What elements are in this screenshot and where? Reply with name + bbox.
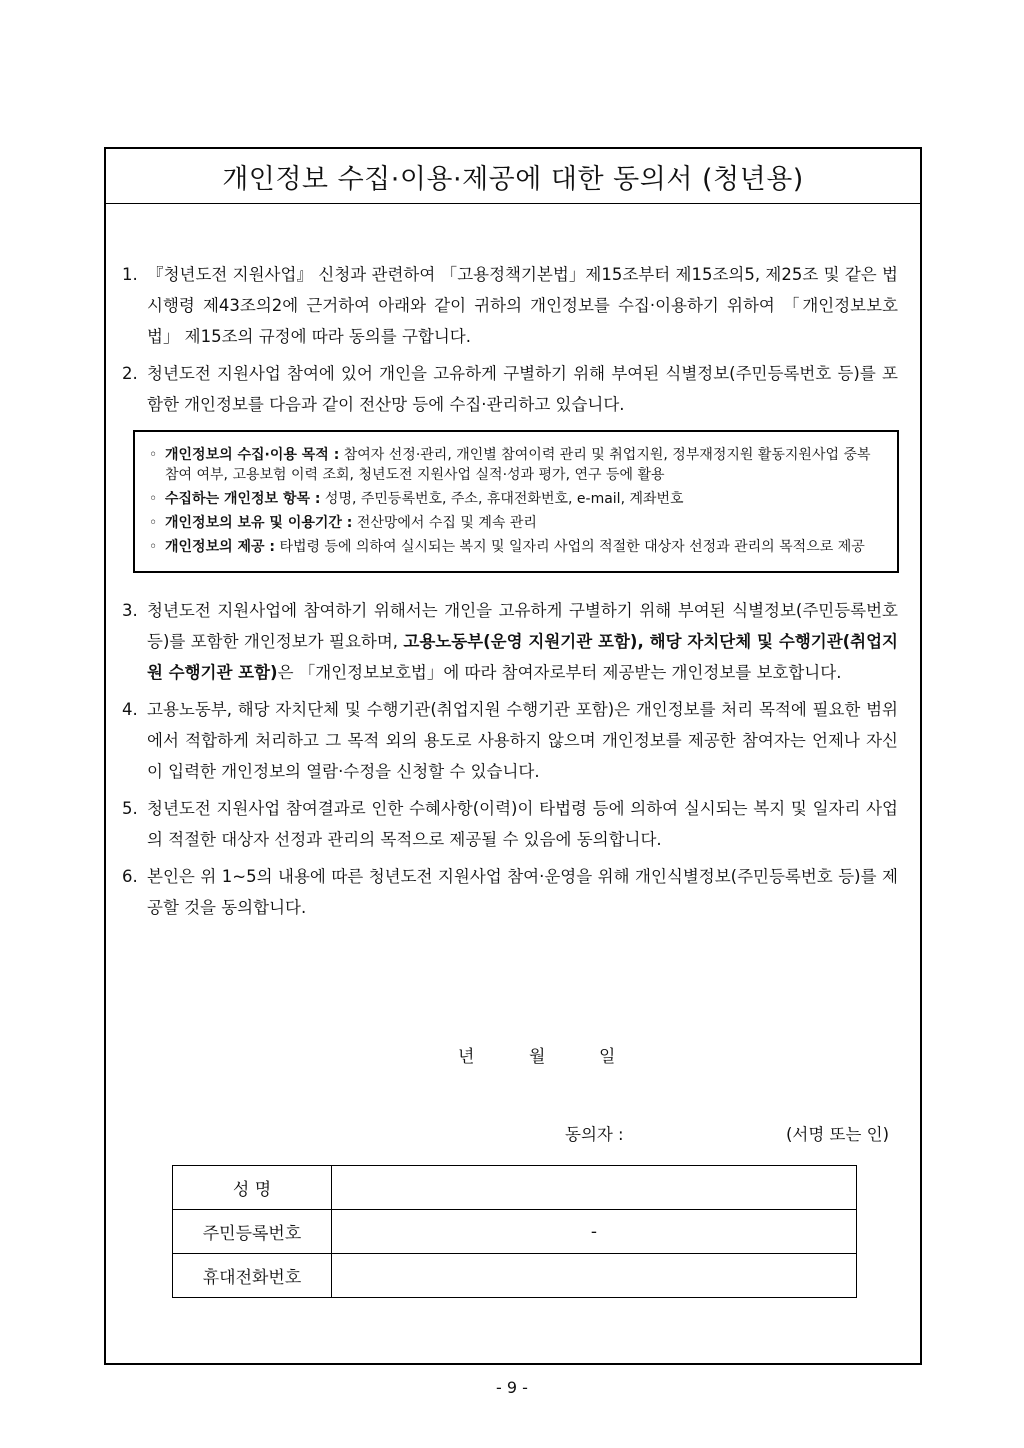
table-row [173, 1210, 857, 1254]
consenter-label: 동의자 : [565, 1125, 624, 1144]
page-number: - 9 - [496, 1378, 528, 1397]
paragraph-bold-text: 고용노동부(운영 지원기관 포함), 해당 자치단체 및 수행기관(취업지원 수행기관 포함) [147, 632, 898, 682]
paragraph-number: 6. [122, 867, 138, 886]
info-label: 개인정보의 보유 및 이용기간 : [165, 515, 353, 531]
name-field[interactable] [332, 1166, 857, 1210]
date-line [106, 1042, 920, 1066]
paragraph-text: 본인은 위 1~5의 내용에 따른 청년도전 지원사업 참여·운영을 위해 개인식별정보(주민등록번호 등)를 제공할 것을 동의합니다. [147, 867, 898, 917]
date-year-label: 년 [458, 1047, 475, 1067]
table-row [173, 1166, 857, 1210]
paragraph-text: 『청년도전 지원사업』 신청과 관련하여 「고용정책기본법」제15조부터 제15조의5, 제25조 및 같은 법 시행령 제43조의2에 근거하여 아래와 같이 귀하의 개인정보를 수집·이용하기 위하여 「개인정보보호법」 제15조의 규정에 따라 동의를 구합니다. [147, 265, 898, 346]
paragraph-3 [122, 595, 898, 688]
paragraph-5 [122, 793, 898, 855]
paragraph-text: 청년도전 지원사업 참여결과로 인한 수혜사항(이력)이 타법령 등에 의하여 실시되는 복지 및 일자리 사업의 적절한 대상자 선정과 관리의 목적으로 제공될 수 있음에 동의합니다. [147, 799, 898, 849]
info-item-purpose [149, 445, 883, 485]
info-text: 타법령 등에 의하여 실시되는 복지 및 일자리 사업의 적절한 대상자 선정과 관리의 목적으로 제공 [275, 539, 865, 555]
bullet-icon: ◦ [149, 539, 158, 555]
info-text: 참여자 선정·관리, 개인별 참여이력 관리 및 취업지원, 정부재정지원 활동지원사업 중복참여 여부, 고용보험 이력 조회, 청년도전 지원사업 실적·성과 평가, 연구 등에 활용 [165, 447, 871, 483]
info-item-provision [149, 537, 883, 557]
info-item-retention [149, 513, 883, 533]
info-text: 전산망에서 수집 및 계속 관리 [352, 515, 537, 531]
paragraph-text: 은 「개인정보보호법」에 따라 참여자로부터 제공받는 개인정보를 보호합니다. [277, 663, 842, 682]
signature-table [172, 1165, 857, 1298]
bullet-icon: ◦ [149, 515, 158, 531]
paragraph-number: 1. [122, 265, 138, 284]
paragraph-text: 고용노동부, 해당 자치단체 및 수행기관(취업지원 수행기관 포함)은 개인정보를 처리 목적에 필요한 범위에서 적합하게 처리하고 그 목적 외의 용도로 사용하지 않으며 개인정보를 제공한 참여자는 언제나 자신이 입력한 개인정보의 열람·수정을 신청할 수 있습니다. [147, 700, 898, 781]
bullet-icon: ◦ [149, 447, 158, 463]
paragraph-number: 2. [122, 364, 138, 383]
info-label: 개인정보의 제공 : [165, 539, 276, 555]
resident-number-field[interactable]: - [332, 1210, 857, 1254]
info-item-fields [149, 489, 883, 509]
phone-field[interactable] [332, 1254, 857, 1298]
phone-label: 휴대전화번호 [173, 1254, 332, 1298]
signature-hint: (서명 또는 인) [786, 1125, 890, 1144]
form-content [122, 259, 898, 929]
info-text: 성명, 주민등록번호, 주소, 휴대전화번호, e-mail, 계좌번호 [320, 491, 684, 507]
paragraph-number: 3. [122, 601, 138, 620]
paragraph-text: 청년도전 지원사업에 참여하기 위해서는 개인을 고유하게 구별하기 위해 부여된 식별정보(주민등록번호 등)를 포함한 개인정보가 필요하며, [147, 601, 898, 651]
info-label: 수집하는 개인정보 항목 : [165, 491, 321, 507]
paragraph-6 [122, 861, 898, 923]
info-label: 개인정보의 수집·이용 목적 : [165, 447, 340, 463]
paragraph-1 [122, 259, 898, 352]
name-label: 성 명 [173, 1166, 332, 1210]
consent-line [106, 1121, 920, 1145]
paragraph-4 [122, 694, 898, 787]
bullet-icon: ◦ [149, 491, 158, 507]
table-row [173, 1254, 857, 1298]
resident-number-label: 주민등록번호 [173, 1210, 332, 1254]
date-month-label: 월 [529, 1047, 546, 1067]
date-day-label: 일 [599, 1047, 616, 1067]
consent-form-frame [104, 147, 922, 1365]
paragraph-number: 4. [122, 700, 138, 719]
paragraph-2 [122, 358, 898, 420]
paragraph-text: 청년도전 지원사업 참여에 있어 개인을 고유하게 구별하기 위해 부여된 식별정보(주민등록번호 등)를 포함한 개인정보를 다음과 같이 전산망 등에 수집·관리하고 있습니다. [147, 364, 898, 414]
paragraph-number: 5. [122, 799, 138, 818]
form-title: 개인정보 수집·이용·제공에 대한 동의서 (청년용) [106, 149, 920, 204]
info-box [133, 430, 899, 573]
